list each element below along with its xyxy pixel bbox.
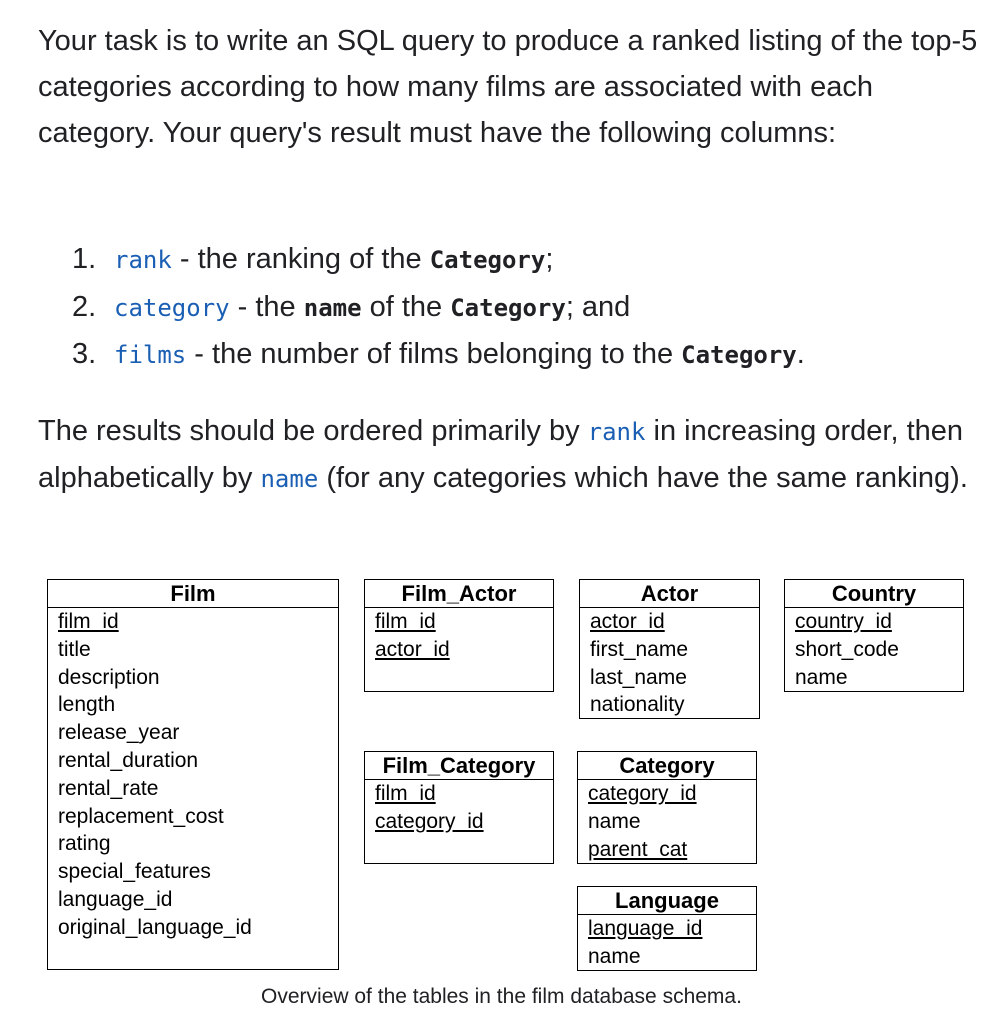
code-name: name (260, 465, 319, 493)
list-item-rank: 1. rank - the ranking of the Category; (72, 243, 554, 275)
country-table: Country country_id short_code name (784, 579, 964, 692)
code-rank: rank (587, 418, 646, 446)
intro-paragraph: Your task is to write an SQL query to produce a ranked listing of the top-5 categories according to how many films are associated with each category. Your query's result must have the following columns: (38, 25, 978, 149)
column-list (72, 236, 805, 379)
schema-caption: Overview of the tables in the film database schema. (261, 985, 742, 1008)
list-item-category: 2. category - the name of the Category; and (72, 290, 631, 323)
language-table: Language language_id name (577, 886, 757, 971)
ordering-paragraph: The results should be ordered primarily by rank in increasing order, then alphabetically by name (for any categories which have the same ranking). (38, 415, 968, 494)
category-table: Category category_id name parent_cat (577, 751, 757, 864)
column-name-category: category (114, 293, 230, 322)
column-name-films: films (114, 341, 187, 369)
film-actor-table: Film_Actor film_id actor_id (364, 579, 554, 692)
list-item-films: 3. films - the number of films belonging to the Category. (72, 338, 805, 370)
column-name-rank: rank (114, 246, 172, 274)
film-table: Film film_id title description length release_year rental_duration rental_rate replacement_cost rating special_features language_id original_language_id (47, 579, 339, 970)
film-category-table: Film_Category film_id category_id (364, 751, 554, 864)
actor-table: Actor actor_id first_name last_name nationality (579, 579, 760, 719)
